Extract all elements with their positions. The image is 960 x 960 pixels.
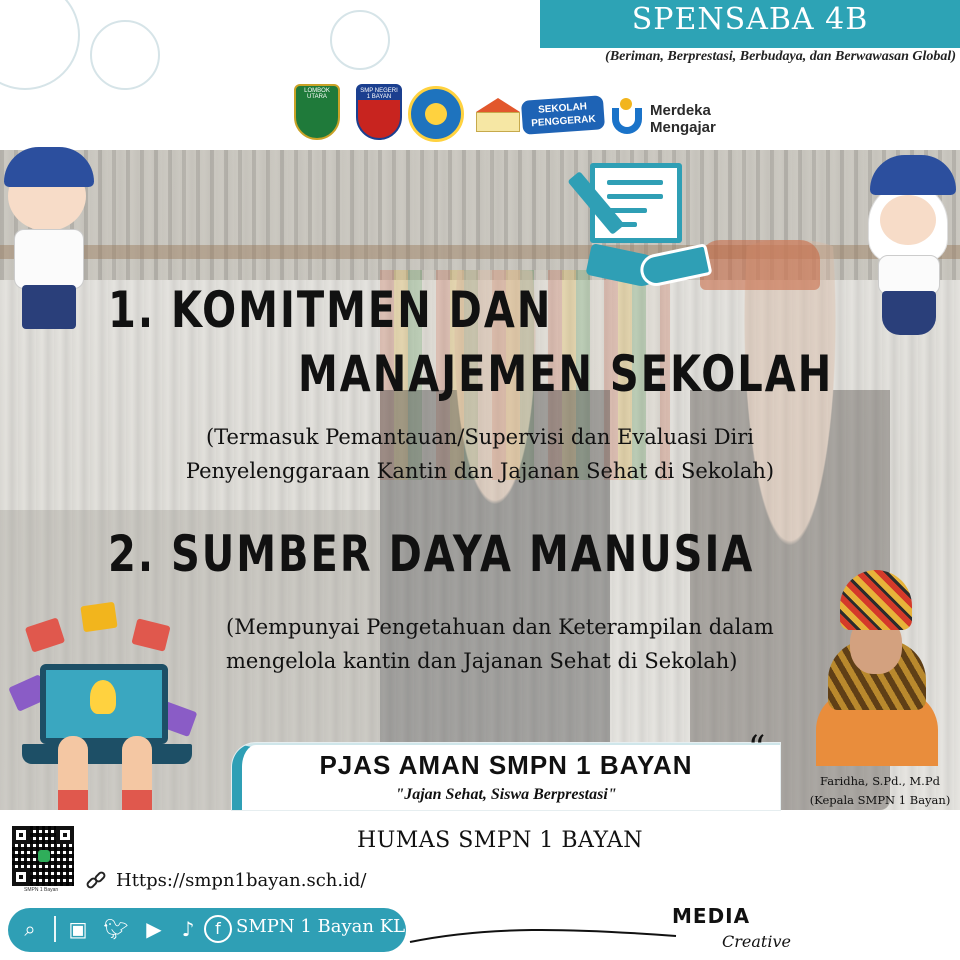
principal-name: Faridha, S.Pd., M.Pd <box>820 774 940 788</box>
link-icon <box>86 870 108 892</box>
principal-role: (Kepala SMPN 1 Bayan) <box>809 793 951 807</box>
point-2-desc-line1: (Mempunyai Pengetahuan dan Keterampilan dalam <box>226 615 774 639</box>
doodle-circle-icon <box>90 20 160 90</box>
point-1-description <box>150 420 810 488</box>
quote-mark-icon: “ <box>748 728 766 768</box>
point-2-desc-line2: mengelola kantin dan Jajanan Sehat di Sekolah) <box>226 649 738 673</box>
laptop-lightbulb-icon <box>40 664 168 744</box>
lombok-utara-logo-icon <box>294 84 340 140</box>
tut-wuri-handayani-logo-icon <box>408 86 464 142</box>
slogan-title: PJAS AMAN SMPN 1 BAYAN <box>319 750 693 780</box>
divider <box>54 916 56 942</box>
photo-headwear <box>700 240 820 290</box>
handshake-icon <box>588 240 710 298</box>
search-icon[interactable]: ⌕ <box>24 917 36 941</box>
decorative-swoosh <box>408 912 678 952</box>
doodle-circle-icon <box>0 0 80 90</box>
youtube-icon[interactable]: ▶ <box>146 917 162 941</box>
point-1-desc-line2: Penyelenggaraan Kantin dan Jajanan Sehat di Sekolah) <box>185 459 775 483</box>
sekolah-penggerak-logo-icon <box>521 95 605 135</box>
point-2-heading: 2. SUMBER DAYA MANUSIA <box>108 526 755 584</box>
lombok-logo-caption: LOMBOK UTARA <box>304 88 330 100</box>
slogan-subtitle: "Jajan Sehat, Siswa Berprestasi" <box>395 786 617 803</box>
smpn-1-bayan-logo-icon <box>356 84 402 140</box>
point-1-heading-line2: MANAJEMEN SEKOLAH <box>298 346 834 404</box>
merdeka-mengajar-label <box>650 102 716 136</box>
header-title: SPENSABA 4B <box>631 2 869 37</box>
penggerak-line1: SEKOLAH <box>537 101 588 116</box>
point-1-heading-line1: 1. KOMITMEN DAN <box>108 282 553 340</box>
facebook-icon[interactable]: f <box>204 915 232 943</box>
twitter-icon[interactable]: 🐦︎ <box>103 917 129 941</box>
tiktok-icon[interactable]: ♪ <box>181 917 195 941</box>
smp-logo-caption: SMP NEGERI 1 BAYAN <box>358 86 400 100</box>
principal-portrait <box>816 570 938 766</box>
principal-caption <box>800 772 960 810</box>
point-1-desc-line1: (Termasuk Pemantauan/Supervisi dan Evaluasi Diri <box>205 425 755 449</box>
qr-caption: SMPN 1 Bayan <box>24 887 59 893</box>
footer-title: HUMAS SMPN 1 BAYAN <box>357 828 643 853</box>
merdeka-mengajar-logo-icon <box>612 98 646 136</box>
book-icon <box>80 602 117 632</box>
sleeve-left <box>58 790 88 810</box>
header-motto: (Beriman, Berprestasi, Berbudaya, dan Berwawasan Global) <box>605 49 956 64</box>
qr-code-icon[interactable] <box>12 826 74 886</box>
girl-student-mascot-icon <box>860 155 960 335</box>
website-link[interactable]: Https://smpn1bayan.sch.id/ <box>116 870 367 891</box>
laptop-keyboard <box>22 744 192 764</box>
merdeka-line1: Merdeka <box>650 102 711 119</box>
social-handle[interactable]: SMPN 1 Bayan KLU <box>236 916 420 937</box>
doodle-circle-icon <box>330 10 390 70</box>
point-2-description <box>226 610 846 678</box>
penggerak-line2: PENGGERAK <box>530 113 596 130</box>
boy-student-mascot-icon <box>0 145 110 330</box>
merdeka-line2: Mengajar <box>650 119 716 136</box>
instagram-icon[interactable]: ▣ <box>68 917 88 941</box>
creative-brand: Creative <box>722 932 791 951</box>
school-building-icon <box>470 98 528 134</box>
sleeve-right <box>122 790 152 810</box>
media-brand: MEDIA <box>672 904 751 928</box>
